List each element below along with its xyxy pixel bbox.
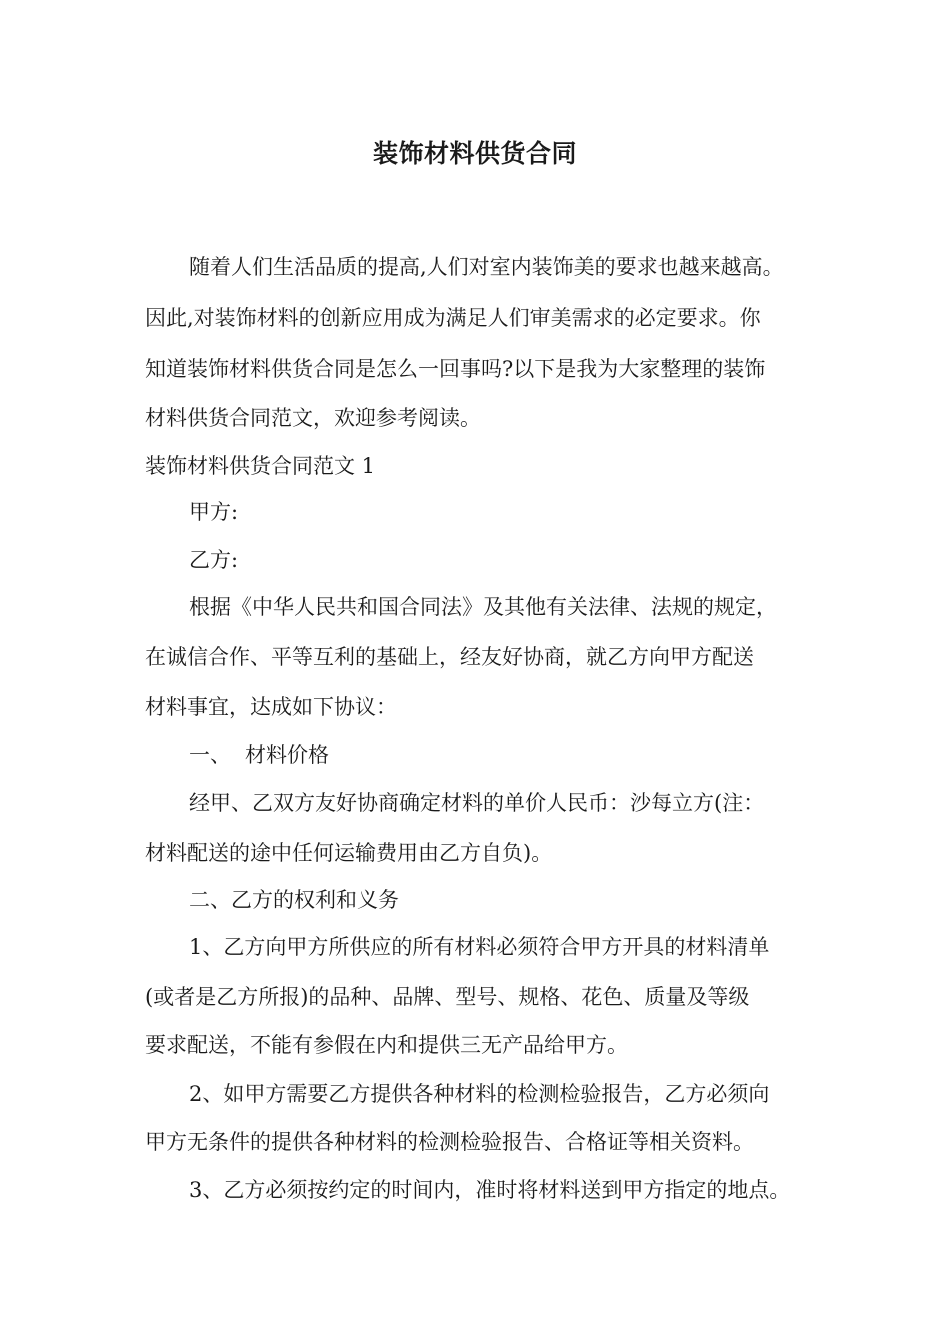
clause-2-item-2-line-1: 2、如甲方需要乙方提供各种材料的检测检验报告，乙方必须向 bbox=[189, 1082, 770, 1106]
clause-2-item-1-line-2: (或者是乙方所报)的品种、品牌、型号、规格、花色、质量及等级 bbox=[145, 985, 750, 1009]
clause-1-number: 一、 bbox=[189, 743, 231, 767]
intro-line-4: 材料供货合同范文，欢迎参考阅读。 bbox=[145, 406, 481, 430]
party-b-label: 乙方: bbox=[189, 548, 239, 572]
clause-1-line-1: 经甲、乙双方友好协商确定材料的单价人民币：沙每立方(注： bbox=[189, 791, 765, 815]
clause-1-title: 材料价格 bbox=[245, 743, 329, 767]
preamble-line-1: 根据《中华人民共和国合同法》及其他有关法律、法规的规定， bbox=[189, 595, 777, 619]
clause-2-item-1-line-3: 要求配送，不能有参假在内和提供三无产品给甲方。 bbox=[145, 1033, 628, 1057]
clause-2-heading: 二、乙方的权利和义务 bbox=[189, 888, 399, 912]
clause-2-item-2-line-2: 甲方无条件的提供各种材料的检测检验报告、合格证等相关资料。 bbox=[145, 1130, 754, 1154]
intro-line-1: 随着人们生活品质的提高,人们对室内装饰美的要求也越来越高。 bbox=[189, 255, 784, 279]
preamble-line-3: 材料事宜，达成如下协议： bbox=[145, 695, 397, 719]
party-a-label: 甲方: bbox=[189, 500, 239, 524]
document-title: 装饰材料供货合同 bbox=[372, 139, 577, 168]
clause-2-item-1-line-1: 1、乙方向甲方所供应的所有材料必须符合甲方开具的材料清单 bbox=[189, 935, 770, 959]
section-title: 装饰材料供货合同范文 1 bbox=[145, 454, 376, 478]
preamble-line-2: 在诚信合作、平等互利的基础上，经友好协商，就乙方向甲方配送 bbox=[145, 645, 754, 669]
intro-line-2: 因此,对装饰材料的创新应用成为满足人们审美需求的必定要求。你 bbox=[145, 306, 761, 330]
clause-2-item-3-line-1: 3、乙方必须按约定的时间内，准时将材料送到甲方指定的地点。 bbox=[189, 1178, 791, 1202]
intro-line-3: 知道装饰材料供货合同是怎么一回事吗?以下是我为大家整理的装饰 bbox=[145, 357, 766, 381]
clause-1-line-2: 材料配送的途中任何运输费用由乙方自负)。 bbox=[145, 841, 553, 865]
